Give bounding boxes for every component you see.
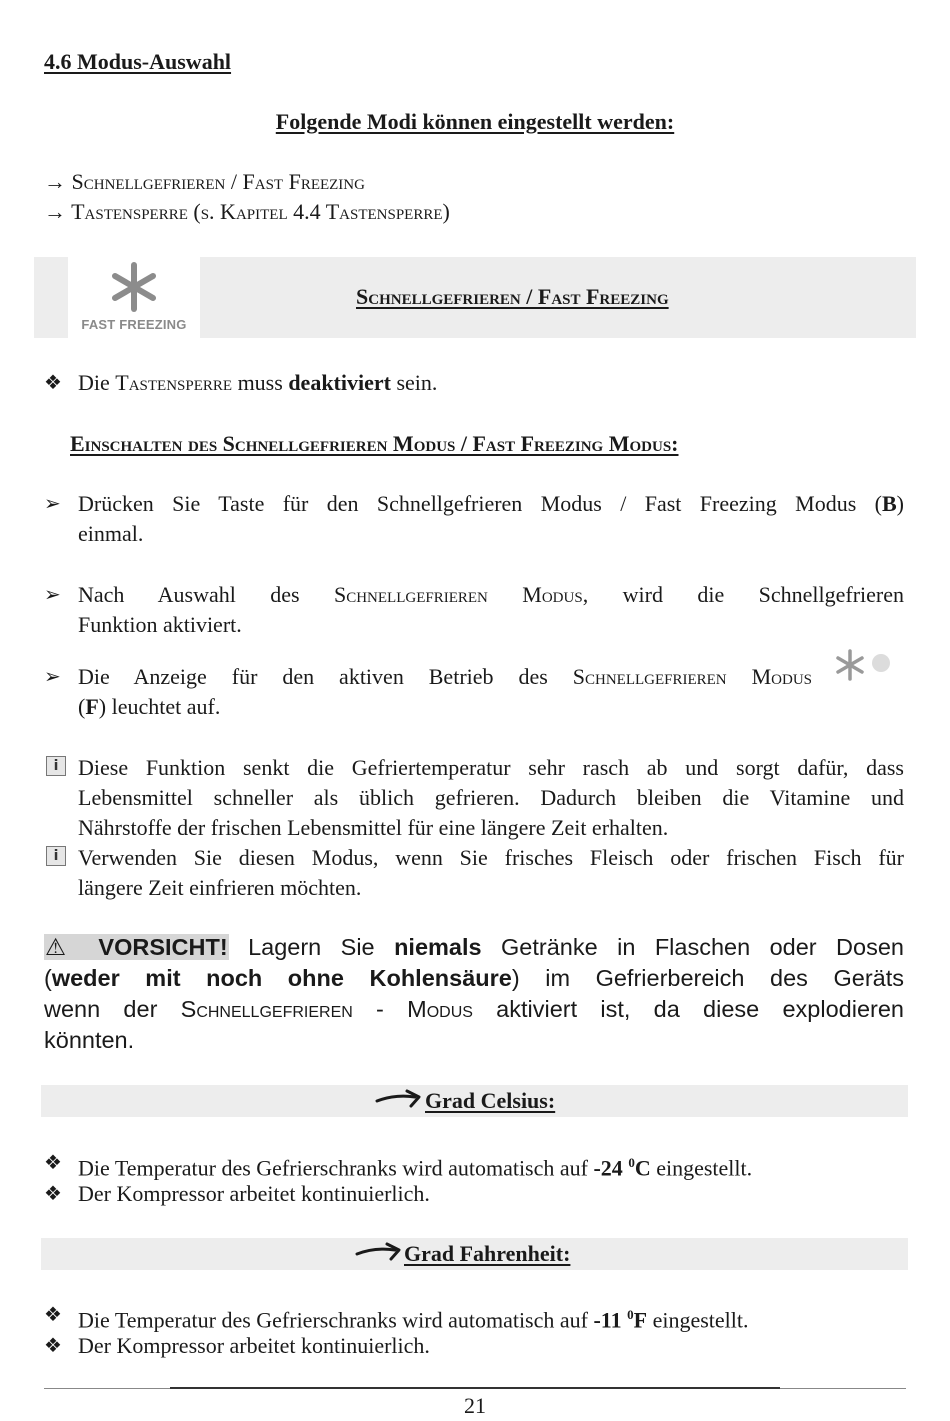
fahrenheit-temperature: Die Temperatur des Gefrierschranks wird automatisch auf -11 $^0$F eingestellt. (78, 1307, 749, 1333)
fast-freezing-indicator (832, 646, 898, 686)
diamond-bullet-icon: ❖ (44, 372, 62, 394)
fahrenheit-compressor: Der Kompressor arbeitet kontinuierlich. (78, 1333, 430, 1358)
step-1-line-2: einmal. (78, 521, 144, 546)
info-note-2-line-1: Verwenden Sie diesen Modus, wenn Sie frisches Fleisch oder frischen Fisch für (78, 845, 904, 870)
mode-list-item: → Schnellgefrieren / Fast Freezing (44, 169, 365, 194)
fast-freezing-icon-caption: FAST FREEZING (81, 317, 187, 332)
indicator-light-icon (872, 654, 890, 672)
diamond-bullet-icon: ❖ (44, 1335, 62, 1357)
arrow-bullet-icon: ➢ (44, 666, 61, 688)
step-3-line-2: (F) leuchtet auf. (78, 694, 221, 719)
celsius-banner (41, 1085, 908, 1117)
info-note-1-line-1: Diese Funktion senkt die Gefriertemperatur sehr rasch ab und sorgt dafür, dass (78, 755, 904, 780)
arrow-icon (355, 1241, 403, 1265)
fast-freezing-title: Schnellgefrieren / Fast Freezing (356, 284, 669, 309)
snowflake-icon (112, 261, 156, 313)
diamond-bullet-icon: ❖ (44, 1152, 62, 1174)
section-title: 4.6 Modus-Auswahl (44, 49, 232, 74)
arrow-icon (375, 1088, 423, 1112)
warning-line-2: (weder mit noch ohne Kohlensäure) im Gefrierbereich des Geräts (44, 965, 904, 991)
step-2-line-2: Funktion aktiviert. (78, 612, 242, 637)
step-3-line-1: Die Anzeige für den aktiven Betrieb des Schnellgefrieren Modus (78, 664, 812, 689)
warning-label: ⚠ VORSICHT! (45, 934, 228, 960)
celsius-compressor: Der Kompressor arbeitet kontinuierlich. (78, 1181, 430, 1206)
modes-heading: Folgende Modi können eingestellt werden: (275, 109, 675, 134)
info-note-1-line-2: Lebensmittel schneller als üblich gefrieren. Dadurch bleiben die Vitamine und (78, 785, 904, 810)
warning-line-4: könnten. (44, 1027, 135, 1053)
diamond-bullet-icon: ❖ (44, 1183, 62, 1205)
info-icon: i (46, 756, 66, 776)
warning-line-1: ⚠ VORSICHT! Lagern Sie niemals Getränke in Flaschen oder Dosen (45, 934, 904, 960)
info-icon: i (46, 846, 66, 866)
info-note-1-line-3: Nährstoffe der frischen Lebensmittel für eine längere Zeit erhalten. (78, 815, 669, 840)
step-1-line-1: Drücken Sie Taste für den Schnellgefrieren Modus / Fast Freezing Modus (B) (78, 491, 904, 516)
fast-freezing-banner (34, 257, 916, 338)
step-2-line-1: Nach Auswahl des Schnellgefrieren Modus, wird die Schnellgefrieren (78, 582, 905, 607)
info-note-2-line-2: längere Zeit einfrieren möchten. (78, 875, 362, 900)
activate-heading: Einschalten des Schnellgefrieren Modus / Fast Freezing Modus: (70, 431, 679, 456)
warning-triangle-icon: ⚠ (45, 934, 99, 960)
celsius-heading: Grad Celsius: (425, 1088, 556, 1113)
fast-freezing-icon-box (68, 257, 200, 338)
fahrenheit-heading: Grad Fahrenheit: (404, 1241, 571, 1266)
celsius-temperature: Die Temperatur des Gefrierschranks wird automatisch auf -24 $^0$C eingestellt. (78, 1155, 753, 1181)
diamond-bullet-icon: ❖ (44, 1304, 62, 1326)
precondition-text: Die Tastensperre muss deaktiviert sein. (78, 370, 438, 395)
snowflake-icon (834, 648, 866, 682)
page-number: 21 (464, 1393, 486, 1418)
footer-divider-emphasis (170, 1387, 780, 1389)
arrow-bullet-icon: ➢ (44, 584, 61, 606)
warning-line-3: wenn der Schnellgefrieren - Modus aktiviert ist, da diese explodieren (44, 996, 904, 1022)
arrow-bullet-icon: ➢ (44, 493, 61, 515)
mode-list-item: → Tastensperre (s. Kapitel 4.4 Tastensperre) (44, 199, 450, 224)
fahrenheit-banner (41, 1238, 908, 1270)
